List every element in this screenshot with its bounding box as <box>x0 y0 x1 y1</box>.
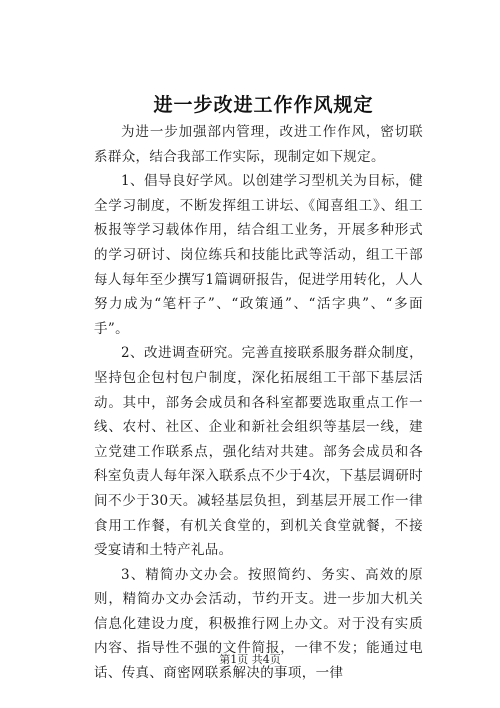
paragraph-intro: 为进一步加强部内管理，改进工作作风，密切联系群众，结合我部工作实际，现制定如下规定。 <box>94 124 423 165</box>
paragraph-documents-meetings: 3、精简办文办会。按照简约、务实、高效的原则，精简办文办会活动，节约开支。进一步加大机关信息化建设力度，积极推行网上办文。对于没有实质内容、指导性不强的文件简报，一律不发；能通过电话、传真、商密网联系解决的事项，一律 <box>94 566 423 682</box>
document-title: 进一步改进工作作风规定 <box>153 94 374 116</box>
document-body <box>94 120 423 686</box>
paragraph-study-style: 1、倡导良好学风。以创建学习型机关为目标，健全学习制度，不断发挥组工讲坛、《闻喜组工》、组工板报等学习载体作用，结合组工业务，开展多种形式的学习研讨、岗位练兵和技能比武等活动，组工干部每人每年至少撰写1篇调研报告，促进学用转化，人人努力成为“笔杆子”、“政策通”、“活字典”、“多面手”。 <box>94 173 423 337</box>
paragraph-research: 2、改进调查研究。完善直接联系服务群众制度，坚持包企包村包户制度，深化拓展组工干部下基层活动。其中，部务会成员和各科室都要选取重点工作一线、农村、社区、企业和新社会组织等基层一线，建立党建工作联系点，强化结对共建。部务会成员和各科室负责人每年深入联系点不少于4次，下基层调研时间不少于30天。减轻基层负担，到基层开展工作一律食用工作餐，有机关食堂的，到机关食堂就餐，不接受宴请和土特产礼品。 <box>94 345 423 559</box>
page-footer: 第1页 共4页 <box>219 653 281 666</box>
